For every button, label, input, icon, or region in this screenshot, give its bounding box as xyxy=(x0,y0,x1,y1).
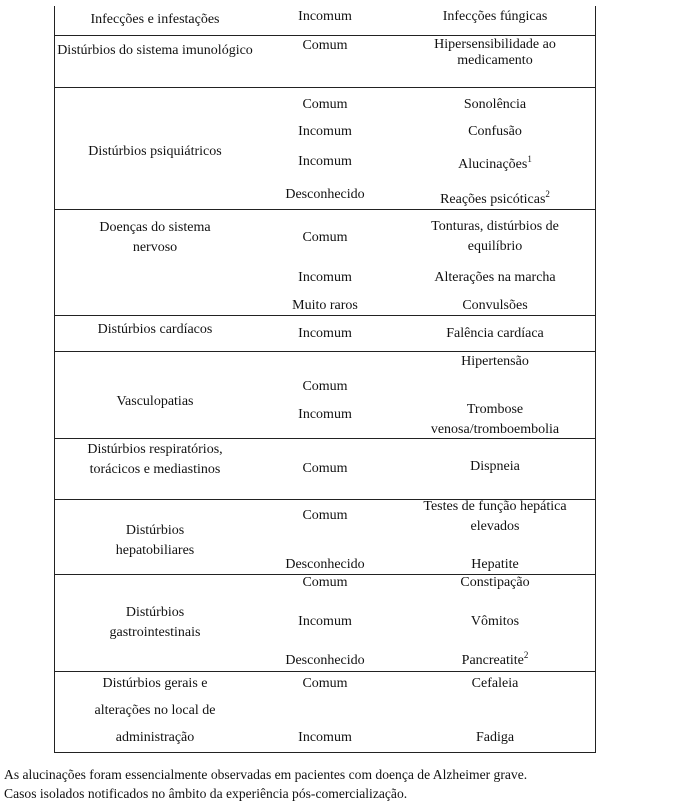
frequency: Comum xyxy=(302,230,348,245)
reaction: Hepatite xyxy=(471,557,519,572)
frequency: Comum xyxy=(302,379,348,394)
reaction: Pancreatite$^2$ xyxy=(461,650,529,668)
reaction: Dispneia xyxy=(470,459,520,474)
system-organ-class: Distúrbios psiquiátricos xyxy=(88,144,222,159)
frequency: Comum xyxy=(302,461,348,476)
frequency: Incomum xyxy=(298,407,352,422)
frequency: Muito raros xyxy=(292,298,358,313)
reaction: Hipertensão xyxy=(461,354,529,369)
system-organ-class: Vasculopatias xyxy=(116,394,194,409)
reaction: Convulsões xyxy=(462,298,528,313)
row-separator xyxy=(55,671,595,672)
footnote-1: As alucinações foram essencialmente observadas em pacientes com doença de Alzheimer grave. xyxy=(4,767,528,782)
footnote-ref: 2 xyxy=(523,650,529,660)
frequency: Desconhecido xyxy=(285,557,365,572)
reaction: Trombose venosa/tromboembolia xyxy=(430,402,560,437)
reaction: Infecções fúngicas xyxy=(442,9,548,24)
frequency: Incomum xyxy=(298,124,352,139)
system-organ-class: Distúrbios do sistema imunológico xyxy=(57,43,253,58)
reaction: Sonolência xyxy=(463,97,527,112)
footnote-2: Casos isolados notificados no âmbito da experiência pós-comercialização. xyxy=(4,786,408,801)
footnote-ref: 1 xyxy=(527,154,532,164)
reaction: Cefaleia xyxy=(471,676,519,691)
reaction: Hipersensibilidade ao medicamento xyxy=(434,37,556,68)
system-organ-class: Doenças do sistema nervoso xyxy=(99,220,211,255)
system-organ-class: Distúrbios gerais e xyxy=(102,676,208,691)
system-organ-class: Distúrbios respiratórios, torácicos e mediastinos xyxy=(87,442,223,477)
system-organ-class: Infecções e infestações xyxy=(90,12,220,27)
reaction: Tonturas, distúrbios de equilíbrio xyxy=(431,219,559,254)
frequency: Incomum xyxy=(298,730,352,745)
reaction: Alucinações$^1$ xyxy=(458,154,532,172)
reaction: Reações psicóticas$^2$ xyxy=(440,189,550,207)
reaction: Fadiga xyxy=(475,730,515,745)
system-organ-class: administração xyxy=(115,730,195,745)
frequency: Comum xyxy=(302,97,348,112)
frequency: Desconhecido xyxy=(285,653,365,668)
row-separator xyxy=(55,87,595,88)
frequency: Desconhecido xyxy=(285,187,365,202)
footnote-ref: 2 xyxy=(545,189,550,199)
frequency: Comum xyxy=(302,575,348,590)
system-organ-class: alterações no local de xyxy=(94,703,216,718)
reaction: Falência cardíaca xyxy=(446,326,544,341)
frequency: Comum xyxy=(302,676,348,691)
frequency: Incomum xyxy=(298,270,352,285)
reaction: Confusão xyxy=(468,124,522,139)
frequency: Incomum xyxy=(298,614,352,629)
frequency: Comum xyxy=(302,508,348,523)
frequency: Incomum xyxy=(298,326,352,341)
frequency: Incomum xyxy=(298,154,352,169)
system-organ-class: Distúrbios cardíacos xyxy=(97,322,213,337)
adverse-reactions-table xyxy=(54,6,596,753)
frequency: Incomum xyxy=(298,9,352,24)
reaction: Alterações na marcha xyxy=(434,270,556,285)
reaction: Constipação xyxy=(460,575,530,590)
system-organ-class: Distúrbios gastrointestinais xyxy=(109,605,201,640)
reaction: Testes de função hepática elevados xyxy=(423,499,567,534)
system-organ-class: Distúrbios hepatobiliares xyxy=(115,523,195,558)
reaction: Vômitos xyxy=(470,614,520,629)
frequency: Comum xyxy=(302,38,348,53)
